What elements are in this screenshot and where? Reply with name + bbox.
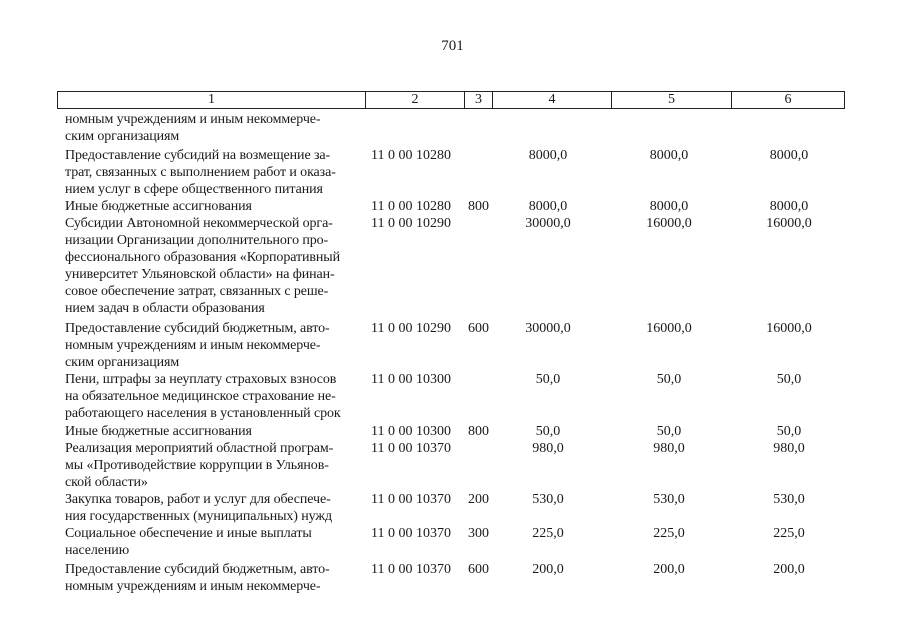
row-code: 11 0 00 10280 (371, 148, 451, 163)
row-expense-type: 300 (468, 526, 489, 541)
description-line: работающего населения в установленный срок (65, 406, 341, 421)
row-value-col-4: 50,0 (535, 372, 561, 387)
row-value-col-4: 980,0 (532, 441, 564, 456)
row-value-col-4: 50,0 (535, 424, 561, 439)
description-line: номным учреждениям и иным некоммерче- (65, 338, 321, 353)
row-code: 11 0 00 10280 (371, 199, 451, 214)
row-value-col-4: 200,0 (532, 562, 564, 577)
row-description (65, 371, 357, 422)
row-value-col-5: 50,0 (656, 372, 682, 387)
row-code: 11 0 00 10370 (371, 562, 451, 577)
description-line: Социальное обеспечение и иные выплаты (65, 526, 312, 541)
description-line: ским организациям (65, 355, 180, 370)
row-description (65, 320, 357, 371)
row-expense-type: 800 (468, 199, 489, 214)
description-line: ния государственных (муниципальных) нужд (65, 509, 332, 524)
row-value-col-6: 980,0 (773, 441, 805, 456)
row-value-col-6: 530,0 (773, 492, 805, 507)
description-line: Реализация мероприятий областной програм- (65, 441, 334, 456)
row-value-col-5: 225,0 (653, 526, 685, 541)
row-value-col-6: 225,0 (773, 526, 805, 541)
description-line: ским организациям (65, 129, 180, 144)
row-code: 11 0 00 10370 (371, 441, 451, 456)
row-code: 11 0 00 10370 (371, 492, 451, 507)
row-value-col-4: 30000,0 (525, 321, 571, 336)
row-value-col-6: 50,0 (776, 372, 802, 387)
description-line: Закупка товаров, работ и услуг для обеспече- (65, 492, 331, 507)
row-code: 11 0 00 10370 (371, 526, 451, 541)
row-value-col-5: 530,0 (653, 492, 685, 507)
row-value-col-4: 8000,0 (528, 199, 568, 214)
row-value-col-6: 50,0 (776, 424, 802, 439)
description-line: населению (65, 543, 130, 558)
row-value-col-6: 16000,0 (766, 321, 812, 336)
row-value-col-4: 530,0 (532, 492, 564, 507)
row-value-col-6: 8000,0 (769, 199, 809, 214)
row-value-col-5: 200,0 (653, 562, 685, 577)
row-value-col-4: 30000,0 (525, 216, 571, 231)
description-line: Предоставление субсидий бюджетным, авто- (65, 562, 330, 577)
row-value-col-6: 8000,0 (769, 148, 809, 163)
row-description (65, 440, 357, 491)
description-line: мы «Противодействие коррупции в Ульянов- (65, 458, 329, 473)
row-value-col-6: 16000,0 (766, 216, 812, 231)
row-value-col-5: 50,0 (656, 424, 682, 439)
row-value-col-5: 8000,0 (649, 199, 689, 214)
row-description (65, 491, 357, 525)
row-expense-type: 600 (468, 562, 489, 577)
header-col-5: 5 (612, 92, 732, 108)
header-col-1: 1 (58, 92, 366, 108)
row-value-col-5: 16000,0 (646, 216, 692, 231)
row-description (65, 111, 357, 145)
row-expense-type: 800 (468, 424, 489, 439)
description-line: на обязательное медицинское страхование не- (65, 389, 336, 404)
description-line: низации Организации дополнительного про- (65, 233, 329, 248)
row-description (65, 215, 357, 317)
row-value-col-6: 200,0 (773, 562, 805, 577)
page-number: 701 (441, 38, 464, 54)
row-description (65, 147, 357, 198)
description-line: фессионального образования «Корпоративный (65, 250, 340, 265)
row-expense-type: 200 (468, 492, 489, 507)
description-line: ской области» (65, 475, 148, 490)
description-line: Пени, штрафы за неуплату страховых взносов (65, 372, 337, 387)
row-code: 11 0 00 10290 (371, 321, 451, 336)
row-description (65, 423, 357, 440)
description-line: совое обеспечение затрат, связанных с реше- (65, 284, 329, 299)
row-value-col-5: 16000,0 (646, 321, 692, 336)
row-code: 11 0 00 10300 (371, 372, 451, 387)
description-line: университет Ульяновской области» на финан- (65, 267, 335, 282)
row-value-col-4: 225,0 (532, 526, 564, 541)
description-line: Иные бюджетные ассигнования (65, 424, 252, 439)
header-col-4: 4 (493, 92, 612, 108)
description-line: Предоставление субсидий бюджетным, авто- (65, 321, 330, 336)
description-line: Иные бюджетные ассигнования (65, 199, 252, 214)
row-value-col-5: 8000,0 (649, 148, 689, 163)
row-description (65, 525, 357, 559)
description-line: нием задач в области образования (65, 301, 265, 316)
description-line: Субсидии Автономной некоммерческой орга- (65, 216, 333, 231)
row-description (65, 561, 357, 595)
table-header (57, 91, 845, 109)
description-line: трат, связанных с выполнением работ и оказа- (65, 165, 336, 180)
row-value-col-4: 8000,0 (528, 148, 568, 163)
description-line: Предоставление субсидий на возмещение за- (65, 148, 331, 163)
description-line: номным учреждениям и иным некоммерче- (65, 579, 321, 594)
header-col-3: 3 (465, 92, 493, 108)
description-line: номным учреждениям и иным некоммерче- (65, 112, 321, 127)
header-col-6: 6 (784, 92, 792, 107)
row-code: 11 0 00 10300 (371, 424, 451, 439)
description-line: нием услуг в сфере общественного питания (65, 182, 323, 197)
row-code: 11 0 00 10290 (371, 216, 451, 231)
row-expense-type: 600 (468, 321, 489, 336)
row-value-col-5: 980,0 (653, 441, 685, 456)
row-description (65, 198, 357, 215)
header-col-2: 2 (366, 92, 465, 108)
